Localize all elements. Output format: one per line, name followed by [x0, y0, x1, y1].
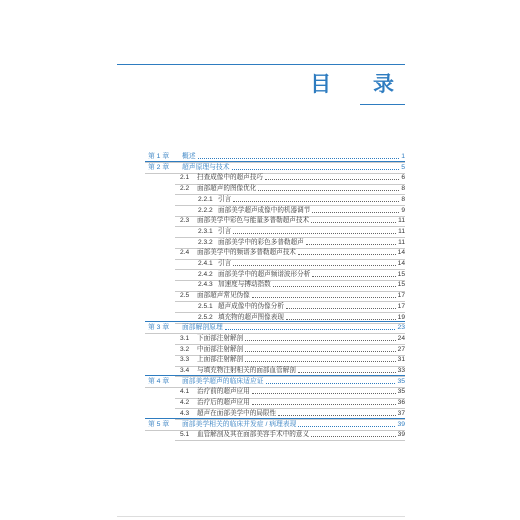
toc-entry-page: 11	[398, 227, 405, 235]
toc-entry-3[interactable]	[0, 323, 520, 333]
toc-entry-page: 39	[397, 431, 405, 439]
toc-entry-4-1[interactable]	[0, 387, 520, 397]
toc-leader-dots	[265, 179, 399, 180]
toc-entry-title: 填充物的超声图像表现	[218, 313, 284, 321]
toc-entry-number: 2.4	[180, 249, 190, 257]
toc-leader-dots	[311, 436, 396, 437]
toc-leader-dots	[311, 222, 396, 223]
toc-entry-number: 2.3.2	[198, 238, 213, 246]
toc-entry-page: 8	[401, 185, 405, 193]
toc-entry-4[interactable]	[0, 377, 520, 387]
toc-entry-page: 37	[397, 409, 405, 417]
toc-entry-5[interactable]	[0, 420, 520, 430]
toc-entry-title: 面部美学中的彩色多普勒超声	[218, 238, 304, 246]
toc-entry-page: 6	[401, 174, 405, 182]
toc-entry-number: 2.3	[180, 217, 190, 225]
toc-entry-number: 3.3	[180, 356, 190, 364]
toc-entry-title: 引言	[218, 227, 232, 235]
toc-entry-page: 27	[397, 345, 405, 353]
toc-entry-number: 2.1	[180, 174, 190, 182]
toc-entry-2-3[interactable]	[0, 216, 520, 226]
toc-leader-dots	[298, 372, 396, 373]
toc-entry-title: 治疗前的超声应用	[197, 388, 250, 396]
toc-entry-number: 4.1	[180, 388, 190, 396]
chapter-divider	[145, 418, 405, 419]
toc-entry-2-4-3[interactable]	[0, 280, 520, 290]
toc-leader-dots	[245, 351, 396, 352]
toc-entry-page: 36	[397, 399, 405, 407]
footer-rule	[117, 516, 405, 517]
toc-entry-title: 中面部注射解剖	[197, 345, 244, 353]
toc-entry-2-2-1[interactable]	[0, 195, 520, 205]
toc-entry-title: 面部美学中彩色与能量多普勒超声技术	[197, 217, 310, 225]
toc-entry-4-2[interactable]	[0, 398, 520, 408]
toc-entry-title: 治疗后的超声应用	[197, 399, 250, 407]
toc-entry-number: 2.4.3	[198, 281, 213, 289]
toc-leader-dots	[286, 308, 396, 309]
toc-entry-page: 39	[397, 420, 405, 428]
toc-entry-title: 加速度与搏动指数	[218, 281, 271, 289]
toc-entry-title: 引言	[218, 195, 232, 203]
toc-entry-page: 14	[397, 260, 405, 267]
toc-entry-title: 面部超声的图像优化	[197, 185, 257, 193]
toc-entry-number: 2.5.1	[198, 302, 213, 310]
toc-entry-number: 2.2	[180, 185, 190, 193]
toc-leader-dots	[245, 340, 396, 341]
toc-entry-page: 14	[397, 249, 405, 257]
toc-entry-2-5[interactable]	[0, 291, 520, 301]
toc-entry-page: 35	[397, 388, 405, 396]
toc-entry-2-5-1[interactable]	[0, 302, 520, 312]
toc-entry-page: 11	[398, 217, 405, 225]
toc-leader-dots	[233, 233, 396, 234]
toc-leader-dots	[286, 319, 396, 320]
toc-leader-dots	[312, 276, 395, 277]
toc-entry-title: 概述	[182, 153, 196, 160]
toc-leader-dots	[266, 383, 396, 384]
toc-entry-number: 2.5	[180, 292, 190, 300]
toc-entry-number: 第 5 章	[148, 420, 170, 428]
toc-entry-3-2[interactable]	[0, 345, 520, 355]
toc-entry-number: 4.3	[180, 409, 190, 417]
chapter-divider	[145, 375, 405, 376]
toc-entry-page: 33	[397, 367, 405, 374]
toc-entry-title: 面部解剖原理	[182, 324, 223, 332]
toc-entry-3-1[interactable]	[0, 334, 520, 344]
toc-leader-dots	[252, 297, 396, 298]
toc-entry-page: 9	[401, 206, 405, 214]
chapter-divider	[145, 161, 405, 162]
toc-leader-dots	[233, 201, 399, 202]
toc-entry-page: 17	[397, 302, 405, 310]
toc-entry-title: 面部超声常见伪像	[197, 292, 250, 300]
toc-entry-2-1[interactable]	[0, 173, 520, 183]
toc-entry-page: 19	[397, 313, 405, 321]
toc-entry-number: 2.5.2	[198, 313, 213, 321]
toc-leader-dots	[258, 190, 399, 191]
toc-entry-2-3-2[interactable]	[0, 238, 520, 248]
toc-entry-page: 31	[397, 356, 405, 364]
toc-entry-number: 第 4 章	[148, 377, 170, 385]
toc-entry-2-3-1[interactable]	[0, 227, 520, 237]
toc-entry-title: 引言	[218, 260, 232, 267]
toc-entry-2-4[interactable]	[0, 248, 520, 258]
toc-entry-number: 2.4.2	[198, 270, 213, 278]
toc-entry-number: 2.3.1	[198, 227, 213, 235]
toc-row-separator	[175, 440, 405, 441]
toc-leader-dots	[198, 158, 400, 159]
toc-entry-title: 面部美学相关的临床并发症 / 病理表现	[182, 420, 297, 428]
toc-entry-number: 3.1	[180, 334, 190, 342]
toc-entry-title: 面部美学超声成像中的机器调节	[218, 206, 311, 214]
toc-entry-number: 第 2 章	[148, 163, 170, 171]
toc-entry-page: 15	[397, 281, 405, 289]
toc-leader-dots	[312, 212, 399, 213]
toc-leader-dots	[245, 361, 396, 362]
toc-entry-title: 扫查成像中的超声技巧	[197, 174, 263, 182]
toc-entry-2[interactable]	[0, 163, 520, 173]
toc-leader-dots	[298, 426, 395, 427]
toc-leader-dots	[273, 286, 396, 287]
toc-entry-number: 5.1	[180, 431, 190, 439]
toc-entry-number: 3.2	[180, 345, 190, 353]
toc-leader-dots	[252, 404, 396, 405]
toc-leader-dots	[252, 393, 396, 394]
toc-entry-page: 23	[397, 324, 405, 332]
toc-entry-2-2-2[interactable]	[0, 206, 520, 216]
toc-entry-page: 15	[397, 270, 405, 278]
toc-leader-dots	[306, 244, 396, 245]
toc-entry-title: 超声原理与技术	[182, 163, 230, 171]
toc-entry-page: 17	[397, 292, 405, 300]
toc-entry-title: 与填充物注射相关的面部血管解剖	[197, 367, 296, 374]
toc-entry-2-4-2[interactable]	[0, 270, 520, 280]
toc-entry-title: 面部美学中的频谱多普勒超声技术	[197, 249, 296, 257]
toc-entry-number: 2.2.2	[198, 206, 213, 214]
toc-entry-title: 上面部注射解剖	[197, 356, 244, 364]
toc-leader-dots	[278, 415, 396, 416]
toc-entry-number: 2.4.1	[198, 260, 213, 267]
toc-entry-title: 下面部注射解剖	[197, 334, 244, 342]
toc-entry-number: 第 1 章	[148, 153, 170, 160]
toc-entry-number: 4.2	[180, 399, 190, 407]
toc-entry-2-2[interactable]	[0, 184, 520, 194]
toc-entry-page: 5	[401, 163, 405, 171]
toc-entry-page: 11	[398, 238, 405, 246]
toc-entry-title: 血管解剖及其在面部美容手术中的意义	[197, 431, 310, 439]
toc-entry-title: 面部美学超声的临床适应证	[182, 377, 264, 385]
toc-entry-2-4-1[interactable]	[0, 259, 520, 269]
toc-entry-3-3[interactable]	[0, 355, 520, 365]
toc-entry-title: 面部美学中的超声频谱波形分析	[218, 270, 311, 278]
page-title: 目 录	[310, 73, 412, 96]
toc-entry-title: 超声在面部美学中的局限性	[197, 409, 277, 417]
toc-leader-dots	[233, 265, 395, 266]
toc-leader-dots	[232, 169, 400, 170]
toc-entry-number: 2.2.1	[198, 195, 213, 203]
toc-entry-number: 3.4	[180, 367, 190, 374]
toc-entry-page: 1	[401, 153, 405, 160]
toc-entry-page: 35	[397, 377, 405, 385]
toc-entry-5-1[interactable]	[0, 430, 520, 440]
toc-leader-dots	[225, 329, 396, 330]
chapter-divider	[145, 321, 405, 322]
toc-entry-title: 超声成像中的伪像分析	[218, 302, 284, 310]
toc-entry-number: 第 3 章	[148, 324, 170, 332]
toc-leader-dots	[298, 254, 396, 255]
toc-entry-page: 24	[397, 334, 405, 342]
toc-entry-page: 8	[401, 195, 405, 203]
